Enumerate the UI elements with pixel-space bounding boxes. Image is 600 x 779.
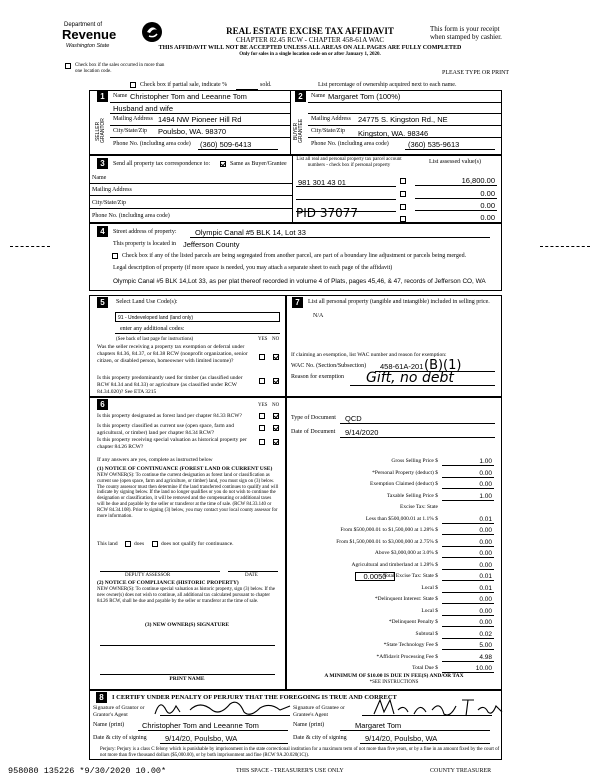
s6-question-3: Is this property receiving special valuation as historical property per chapter 84.26 RCW?: [97, 437, 247, 450]
row-line: [415, 198, 497, 199]
tax-row-value: 0.00: [479, 527, 492, 534]
assessed-value-2: 0.00: [480, 189, 495, 198]
row-line: [110, 125, 290, 126]
see-instructions: *SEE INSTRUCTIONS: [369, 680, 419, 685]
tax-row-line: [442, 546, 494, 547]
section-3-number: 3: [97, 158, 108, 169]
dor-logo-icon: [140, 20, 164, 44]
tax-row-label: Total Due $: [412, 665, 438, 671]
tax-row-line: [442, 580, 494, 581]
form-warning-sub: Only for sales in a single location code on or after January 1, 2020.: [239, 52, 381, 57]
wac-value: 458-61A-201: [380, 362, 424, 371]
buyer-side-label: BUYER GRANTEE: [293, 118, 304, 144]
local-rate-box: [355, 572, 395, 581]
s6-yes-header: YES: [258, 403, 268, 408]
new-owner-signature-label: (3) NEW OWNER(S) SIGNATURE: [145, 622, 229, 628]
s6-q3-no[interactable]: [273, 439, 279, 445]
tax-row-value: 4.98: [479, 653, 492, 661]
s3-address-label: Mailing Address: [92, 187, 132, 193]
section-8-number: 8: [96, 692, 107, 703]
section-divider: [290, 90, 291, 155]
grantor-date-label: Date & city of signing: [93, 735, 147, 741]
notice-2-title: (2) NOTICE OF COMPLIANCE (HISTORIC PROPERTY): [97, 580, 239, 586]
segregate-checkbox[interactable]: [112, 253, 118, 259]
deputy-label: DEPUTY ASSESSOR: [125, 573, 171, 578]
tax-row-value: 0.00: [479, 619, 492, 626]
tax-row-line: [442, 534, 494, 535]
buyer-city: Kingston, WA. 98346: [358, 129, 429, 138]
receipt-note-1: This form is your receipt: [430, 25, 500, 33]
tax-row-line: [442, 649, 494, 650]
section-1-number: 1: [97, 91, 108, 102]
notice-2-text: NEW OWNER(S): To continue special valuation as historic property, sign (3) below. If the new owner(s) does not wish to continue, all additional tax calculated pursuant to chapter 84.26 RCW, shall be due and payable by the seller or transferor at the time of sale.: [97, 587, 275, 604]
tax-row-value: 0.00: [479, 481, 492, 488]
row-line: [296, 186, 396, 187]
row-line: [115, 333, 280, 334]
send-to-label: Send all property tax correspondence to:: [113, 161, 211, 167]
tax-row-value: 1.00: [479, 492, 492, 500]
does-label: does: [134, 541, 145, 547]
multiple-locations-checkbox[interactable]: [65, 63, 71, 69]
tax-row-line: [442, 569, 494, 570]
tax-row-label: *State Technology Fee $: [383, 642, 438, 648]
tax-row-label: *Delinquent Interest: State $: [374, 596, 438, 602]
row-line: [110, 137, 290, 138]
seller-address-label: Mailing Address: [113, 116, 153, 122]
dept-line1: Department of: [64, 22, 103, 28]
row-line: [89, 183, 292, 184]
s6-no-header: NO: [272, 403, 280, 408]
doc-type-value: QCD: [345, 414, 362, 423]
s6-q1-yes[interactable]: [259, 413, 265, 419]
section-6-number: 6: [97, 399, 108, 410]
assessed-value-4: 0.00: [480, 213, 495, 222]
s5-question-1: Was the seller receiving a property tax exemption or deferral under chapters 84.36, 84.37, or 84.38 RCW (nonprofit organization, senior citizen, or disabled person, homeowner with limited income)?: [97, 344, 248, 364]
assessed-value-1: 16,800.00: [461, 176, 495, 185]
does-not-checkbox[interactable]: [152, 541, 158, 547]
parcel-personal-checkbox-4[interactable]: [400, 216, 406, 222]
row-line: [415, 210, 497, 211]
tax-row-value: 0.00: [479, 550, 492, 557]
doc-date-label: Date of Document: [291, 429, 336, 435]
deputy-date-label: DATE: [245, 573, 258, 578]
s6-question-1: Is this property designated as forest land per chapter 84.33 RCW?: [97, 413, 242, 419]
tax-row-label: Excise Tax: State: [399, 504, 438, 510]
dept-line3: Washington State: [66, 43, 110, 49]
additional-codes-label: enter any additional codes:: [120, 326, 185, 332]
row-line: [198, 149, 278, 150]
s5-no-header: NO: [272, 337, 280, 342]
grantee-date-label: Date & city of signing: [293, 735, 347, 741]
wac-handwritten: (B)(1): [424, 358, 462, 373]
buyer-city-label: City/State/Zip: [311, 128, 345, 134]
s6-q2-yes[interactable]: [259, 425, 265, 431]
parcel-divider: [292, 155, 293, 223]
tax-row-line: [442, 615, 494, 616]
tax-row-value: 0.00: [479, 596, 492, 603]
local-rate: 0.0050: [363, 572, 387, 581]
row-line: [110, 113, 290, 114]
s5-q1-no[interactable]: [273, 354, 279, 360]
partial-sale-checkbox[interactable]: [130, 82, 136, 88]
assessed-header: List assessed value(s): [429, 159, 481, 165]
doc-date-value: 9/14/2020: [345, 428, 379, 437]
section-4-number: 4: [97, 226, 108, 237]
row-line: [360, 743, 490, 744]
s3-name-label: Name: [92, 175, 107, 181]
claim-exemption-label: If claiming an exemption, list WAC number and reason for exemption:: [291, 352, 447, 358]
tax-row-line: [442, 661, 494, 662]
parcel-personal-checkbox-2[interactable]: [400, 191, 406, 197]
grantor-signature: [150, 696, 300, 722]
tax-row-label: Less than $500,000.01 at 1.1% $: [365, 515, 438, 522]
seller-phone-label: Phone No. (including area code): [113, 141, 191, 147]
s6-q3-yes[interactable]: [259, 439, 265, 445]
signature-line: [100, 645, 275, 646]
row-line: [308, 113, 502, 114]
certify-label: I CERTIFY UNDER PENALTY OF PERJURY THAT THE FOREGOING IS TRUE AND CORRECT: [112, 694, 397, 701]
reason-handwritten: Gift, no debt: [366, 370, 454, 386]
parcel-personal-checkbox-3[interactable]: [400, 204, 406, 210]
land-use-value: 91 - Undeveloped land (land only): [118, 315, 194, 321]
row-line: [308, 125, 502, 126]
tax-row-value: 0.00: [479, 607, 492, 615]
dept-line2: Revenue: [62, 27, 117, 42]
notice-1-text: NEW OWNER(S): To continue the current designation as forest land or classification as current use (open space, farm and agriculture, or timber) land, you must sign on (3) below. The county assessor must then determine if the land transferred continues to qualify and will indicate by signing below. If the land no longer qualifies or you do not wish to continue the designation or classification, it will be removed and the compensating or additional taxes will be due and payable by the seller or transferor at the time of sale. (RCW 84.33.140 or RCW 84.34.108). Prior to signing (3) below, you may contact your local county assessor for more information.: [97, 473, 279, 519]
s5-q1-yes[interactable]: [259, 354, 265, 360]
tax-row-value: 1.00: [479, 458, 492, 465]
tax-row-value: 0.01: [479, 584, 492, 592]
cashier-stamp: 958080 135226 *9/30/2020 10.00*: [8, 766, 167, 776]
row-line: [296, 199, 396, 200]
s5-yes-header: YES: [258, 337, 268, 342]
row-line: [308, 102, 502, 103]
land-use-label: Select Land Use Code(s):: [116, 299, 178, 305]
parcel-number: 981 301 43 01: [298, 178, 346, 187]
seller-city: Poulsbo, WA. 98370: [158, 127, 227, 136]
tax-row-label: Taxable Selling Price $: [386, 492, 438, 499]
perjury-statement: Perjury: Perjury is a class C felony which is punishable by imprisonment in the state correctional institution for a maximum term of not more than five years, or by a fine in an amount fixed by the court of not more than five thousand dollars ($5,000.00), or by both imprisonment and fine (RCW 9A.20.020(1C)).: [100, 747, 500, 758]
tax-row-label: Local $: [421, 584, 438, 591]
seller-city-label: City/State/Zip: [113, 128, 147, 134]
form-subtitle: CHAPTER 82.45 RCW - CHAPTER 458-61A WAC: [235, 36, 385, 44]
parcel-header: List all real and personal property tax parcel account numbers - check box if personal property: [296, 157, 402, 168]
grantee-name-label: Name (print): [293, 722, 325, 728]
s3-phone-label: Phone No. (including area code): [92, 213, 170, 219]
form-warning: THIS AFFIDAVIT WILL NOT BE ACCEPTED UNLESS ALL AREAS ON ALL PAGES ARE FULLY COMPLETED: [158, 45, 462, 51]
tax-row-label: Agricultural and timberland at 1.28% $: [351, 561, 438, 568]
tax-row-label: *Delinquent Penalty $: [388, 619, 438, 625]
doc-type-label: Type of Document: [291, 415, 336, 421]
form-title: REAL ESTATE EXCISE TAX AFFIDAVIT: [226, 26, 394, 36]
if-yes-label: If any answers are yes, complete as instructed below: [97, 457, 213, 463]
pid-handwritten: PID 37077: [296, 206, 359, 220]
tax-row-line: [442, 603, 494, 604]
tax-row-label: Subtotal $: [415, 630, 438, 637]
grantee-name: Margaret Tom: [355, 721, 402, 730]
row-line: [350, 385, 495, 386]
legal-label: Legal description of property (if more space is needed, you may attach a separate sheet to each page of the affidavit): [113, 265, 393, 271]
s6-q2-no[interactable]: [273, 425, 279, 431]
tax-row-line: [442, 477, 494, 478]
tax-row-line: [442, 500, 494, 501]
this-land-label: This land: [97, 541, 118, 547]
row-line: [110, 102, 290, 103]
wac-label: WAC No. (Section/Subsection): [291, 363, 367, 369]
reason-label: Reason for exemption: [291, 374, 344, 380]
row-line: [160, 743, 288, 744]
row-line: [89, 195, 292, 196]
seller-phone: (360) 509-6413: [200, 140, 252, 149]
tax-row-label: Total Excise Tax: State $: [383, 573, 438, 579]
tax-row-value: 0.01: [479, 573, 492, 580]
notice-1-title: (1) NOTICE OF CONTINUANCE (FOREST LAND OR CURRENT USE): [97, 466, 273, 472]
tax-row-label: Above $3,000,000 at 3.0% $: [374, 550, 438, 556]
treasurer-space: THIS SPACE - TREASURER'S USE ONLY: [236, 768, 344, 774]
partial-sale-label: Check box if partial sale, indicate %: [140, 82, 228, 88]
tax-row-line: [442, 465, 494, 466]
buyer-phone: (360) 535-9613: [408, 140, 460, 149]
buyer-name-label: Name: [311, 93, 326, 99]
buyer-address: 24775 S. Kingston Rd., NE: [358, 115, 448, 124]
land-use-select[interactable]: [115, 312, 280, 322]
buyer-name: Margaret Tom (100%): [328, 92, 401, 101]
tax-row-label: *Personal Property (deduct) $: [372, 469, 438, 476]
same-as-buyer-label: Same as Buyer/Grantee: [230, 161, 287, 167]
tax-row-label: From $1,500,000.01 to $3,000,000 at 2.75% $: [336, 538, 438, 545]
row-line: [138, 730, 288, 731]
pct-ownership-label: List percentage of ownership acquired next to each name.: [318, 82, 457, 88]
type-or-print: PLEASE TYPE OR PRINT: [442, 70, 510, 76]
row-line: [89, 208, 292, 209]
s5-q2-yes[interactable]: [259, 378, 265, 384]
tax-row-value: 0.00: [479, 538, 492, 546]
county-treasurer: COUNTY TREASURER: [430, 768, 492, 774]
print-name-line: [100, 674, 275, 675]
row-line: [308, 137, 502, 138]
tax-row-label: From $500,000.01 to $1,500,000 at 1.28% $: [340, 527, 438, 533]
tax-row-label: Exemption Claimed (deduct) $: [370, 481, 438, 487]
street-label: Street address of property:: [113, 229, 177, 235]
date-line: [228, 571, 278, 572]
row-line: [340, 423, 495, 424]
tax-row-label: *Affidavit Processing Fee $: [376, 653, 438, 660]
grantor-sig-label: Signature of Grantor or Grantor's Agent: [93, 705, 145, 718]
tax-row-line: [442, 626, 494, 627]
s6-q1-no[interactable]: [273, 413, 279, 419]
tax-row-line: [442, 557, 494, 558]
legal-value: Olympic Canal #5 BLK 14,Lot 33, as per plat thereof recorded in volume 4 of Plats, pages 45,46, & 47, records of Jefferson CO, WA: [113, 278, 486, 285]
grantor-date: 9/14/20, Poulsbo, WA: [165, 734, 238, 743]
tax-row-value: 10.00: [475, 665, 492, 672]
county-label: This property is located in: [113, 241, 176, 247]
tax-row-label: Gross Selling Price $: [391, 458, 438, 464]
buyer-phone-label: Phone No. (including area code): [311, 141, 389, 147]
seller-name: Christopher Tom and Leeanne Tom: [130, 92, 247, 101]
receipt-note-2: when stamped by cashier.: [430, 33, 502, 41]
seller-side-label: SELLER GRANTOR: [95, 118, 106, 144]
row-line: [415, 185, 497, 186]
seller-address: 1494 NW Pioneer Hill Rd: [158, 115, 242, 124]
grantee-date: 9/14/20, Poulsbo, WA: [365, 734, 438, 743]
print-name-label: PRINT NAME: [169, 676, 205, 682]
row-line: [405, 149, 495, 150]
cut-line-right: [540, 246, 590, 247]
minimum-note: A MINIMUM OF $10.00 IS DUE IN FEE(S) AND/OR TAX: [324, 673, 464, 679]
section-5-number: 5: [97, 297, 108, 308]
tax-row-value: 0.00: [479, 469, 492, 477]
street-value: Olympic Canal #5 BLK 14, Lot 33: [195, 228, 306, 237]
segregate-label: Check box if any of the listed parcels are being segregated from another parcel, are part of a boundary line adjustment or parcels being merged.: [122, 253, 467, 259]
grantee-sig-label: Signature of Grantee or Grantee's Agent: [293, 705, 345, 718]
buyer-address-label: Mailing Address: [311, 116, 351, 122]
tax-row-value: 5.00: [479, 642, 492, 649]
does-checkbox[interactable]: [125, 541, 131, 547]
tax-row-label: Local $: [421, 607, 438, 614]
assessed-value-3: 0.00: [480, 201, 495, 210]
parcel-personal-checkbox-1[interactable]: [400, 178, 406, 184]
grantor-name-label: Name (print): [93, 722, 125, 728]
tax-row-line: [442, 638, 494, 639]
tax-row-value: 0.02: [479, 630, 492, 638]
does-not-label: does not qualify for continuance.: [161, 541, 234, 547]
tax-row-line: [442, 523, 494, 524]
cut-line-left: [10, 246, 50, 247]
grantor-name: Christopher Tom and Leeanne Tom: [142, 721, 259, 730]
see-back: (See back of last page for instructions): [116, 337, 194, 342]
county-value: Jefferson County: [183, 240, 240, 249]
row-line: [190, 237, 490, 238]
s6-question-2: Is this property classified as current use (open space, farm and agricultural, or timber) land per chapter 84.34 RCW?: [97, 423, 234, 436]
multiple-locations-label: Check box if the sales occurred in more than one location code.: [75, 63, 165, 74]
section-7-number: 7: [292, 297, 303, 308]
same-as-buyer-checkbox[interactable]: [220, 161, 226, 167]
row-line: [340, 437, 495, 438]
seller-name-2: Husband and wife: [113, 104, 174, 113]
tax-row-line: [442, 488, 494, 489]
s5-q2-no[interactable]: [273, 378, 279, 384]
tax-row-value: 0.01: [479, 515, 492, 523]
row-line: [340, 730, 490, 731]
section-2-number: 2: [295, 91, 306, 102]
s5-question-2: Is this property predominantly used for timber (as classified under RCW 84.34 and 84.33) or agriculture (as classified under RCW 84.34.020)? See ETA 3215: [97, 375, 243, 395]
personal-property-value: N/A: [313, 313, 324, 319]
tax-row-line: [442, 592, 494, 593]
personal-property-label: List all personal property (tangible and intangible) included in selling price.: [308, 299, 490, 305]
sold-label: sold.: [260, 82, 272, 88]
tax-row-value: 0.00: [479, 561, 492, 569]
seller-name-label: Name: [113, 93, 128, 99]
s3-city-label: City/State/Zip: [92, 200, 126, 206]
grantee-signature: [370, 694, 510, 722]
signature-line: [100, 571, 220, 572]
